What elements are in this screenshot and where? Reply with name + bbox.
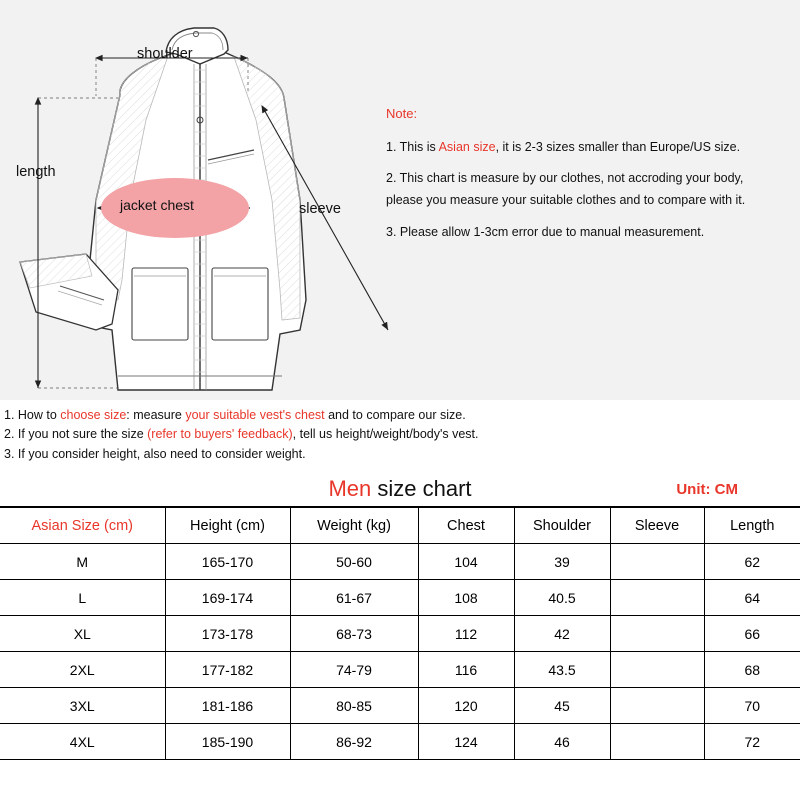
cell-chest: 124 xyxy=(418,724,514,760)
cell-shoulder: 45 xyxy=(514,688,610,724)
cell-length: 66 xyxy=(704,616,800,652)
instruction-1-c: and to compare our size. xyxy=(324,408,466,422)
cell-height: 169-174 xyxy=(165,580,290,616)
cell-height: 177-182 xyxy=(165,652,290,688)
cell-weight: 68-73 xyxy=(290,616,418,652)
cell-length: 62 xyxy=(704,544,800,580)
instructions-block xyxy=(0,400,800,468)
cell-shoulder: 42 xyxy=(514,616,610,652)
size-table xyxy=(0,506,800,760)
column-header-weight: Weight (kg) xyxy=(290,507,418,544)
instruction-line-1 xyxy=(4,406,796,425)
note-title: Note: xyxy=(386,106,418,121)
instruction-2-b: , tell us height/weight/body's vest. xyxy=(292,427,479,442)
column-header-shoulder: Shoulder xyxy=(514,507,610,544)
cell-size: M xyxy=(0,544,165,580)
instruction-line-3: 3. If you consider height, also need to consider weight. xyxy=(4,446,306,461)
cell-sleeve xyxy=(610,724,704,760)
label-length: length xyxy=(16,164,56,180)
cell-chest: 112 xyxy=(418,616,514,652)
cell-size: XL xyxy=(0,616,165,652)
cell-length: 64 xyxy=(704,580,800,616)
cell-sleeve xyxy=(610,580,704,616)
instruction-2-highlight: (refer to buyers' feedback) xyxy=(147,427,293,442)
instruction-1-highlight-1: choose size xyxy=(60,408,127,422)
cell-shoulder: 40.5 xyxy=(514,580,610,616)
cell-weight: 61-67 xyxy=(290,580,418,616)
cell-length: 72 xyxy=(704,724,800,760)
cell-weight: 50-60 xyxy=(290,544,418,580)
note-line-1-b: , it is 2-3 sizes smaller than Europe/US size. xyxy=(495,139,741,154)
size-table-area xyxy=(0,468,800,760)
table-row xyxy=(0,616,800,652)
column-header-length: Length xyxy=(704,507,800,544)
cell-sleeve xyxy=(610,652,704,688)
table-row xyxy=(0,580,800,616)
column-header-asian-size: Asian Size (cm) xyxy=(0,507,165,544)
cell-size: 3XL xyxy=(0,688,165,724)
cell-shoulder: 43.5 xyxy=(514,652,610,688)
cell-weight: 80-85 xyxy=(290,688,418,724)
cell-length: 70 xyxy=(704,688,800,724)
cell-sleeve xyxy=(610,688,704,724)
instruction-1-b: : measure xyxy=(126,408,186,422)
note-line-2b: please you measure your suitable clothes and to compare with it. xyxy=(386,193,746,208)
cell-size: L xyxy=(0,580,165,616)
table-row xyxy=(0,544,800,580)
label-jacket-chest: jacket chest xyxy=(120,197,194,213)
note-line-1-highlight: Asian size xyxy=(438,139,496,154)
cell-size: 4XL xyxy=(0,724,165,760)
instruction-2-a: 2. If you not sure the size xyxy=(4,427,148,442)
cell-weight: 74-79 xyxy=(290,652,418,688)
table-header-row xyxy=(0,507,800,544)
cell-height: 185-190 xyxy=(165,724,290,760)
cell-chest: 108 xyxy=(418,580,514,616)
label-shoulder: shoulder xyxy=(137,46,193,62)
note-block xyxy=(386,105,790,256)
instruction-1-a: 1. How to xyxy=(4,408,61,422)
cell-chest: 116 xyxy=(418,652,514,688)
note-line-1 xyxy=(386,139,790,156)
column-header-sleeve: Sleeve xyxy=(610,507,704,544)
cell-shoulder: 46 xyxy=(514,724,610,760)
instruction-line-2 xyxy=(4,425,796,444)
chart-header xyxy=(0,468,800,506)
instruction-1-highlight-2: your suitable vest's chest xyxy=(185,408,325,422)
note-line-1-a: 1. This is xyxy=(386,139,439,154)
cell-shoulder: 39 xyxy=(514,544,610,580)
note-line-2a: 2. This chart is measure by our clothes, not accroding your body, xyxy=(386,171,744,186)
column-header-height: Height (cm) xyxy=(165,507,290,544)
cell-sleeve xyxy=(610,544,704,580)
cell-height: 181-186 xyxy=(165,688,290,724)
table-row xyxy=(0,724,800,760)
table-row xyxy=(0,688,800,724)
cell-size: 2XL xyxy=(0,652,165,688)
cell-height: 165-170 xyxy=(165,544,290,580)
column-header-chest: Chest xyxy=(418,507,514,544)
label-sleeve: sleeve xyxy=(299,201,341,217)
note-line-3: 3. Please allow 1-3cm error due to manual measurement. xyxy=(386,225,705,240)
cell-chest: 104 xyxy=(418,544,514,580)
cell-chest: 120 xyxy=(418,688,514,724)
chart-title-men: Men xyxy=(328,476,372,501)
chart-unit: Unit: CM xyxy=(676,481,738,498)
chart-title-rest: size chart xyxy=(371,476,472,501)
table-row xyxy=(0,652,800,688)
cell-length: 68 xyxy=(704,652,800,688)
cell-height: 173-178 xyxy=(165,616,290,652)
cell-sleeve xyxy=(610,616,704,652)
cell-weight: 86-92 xyxy=(290,724,418,760)
